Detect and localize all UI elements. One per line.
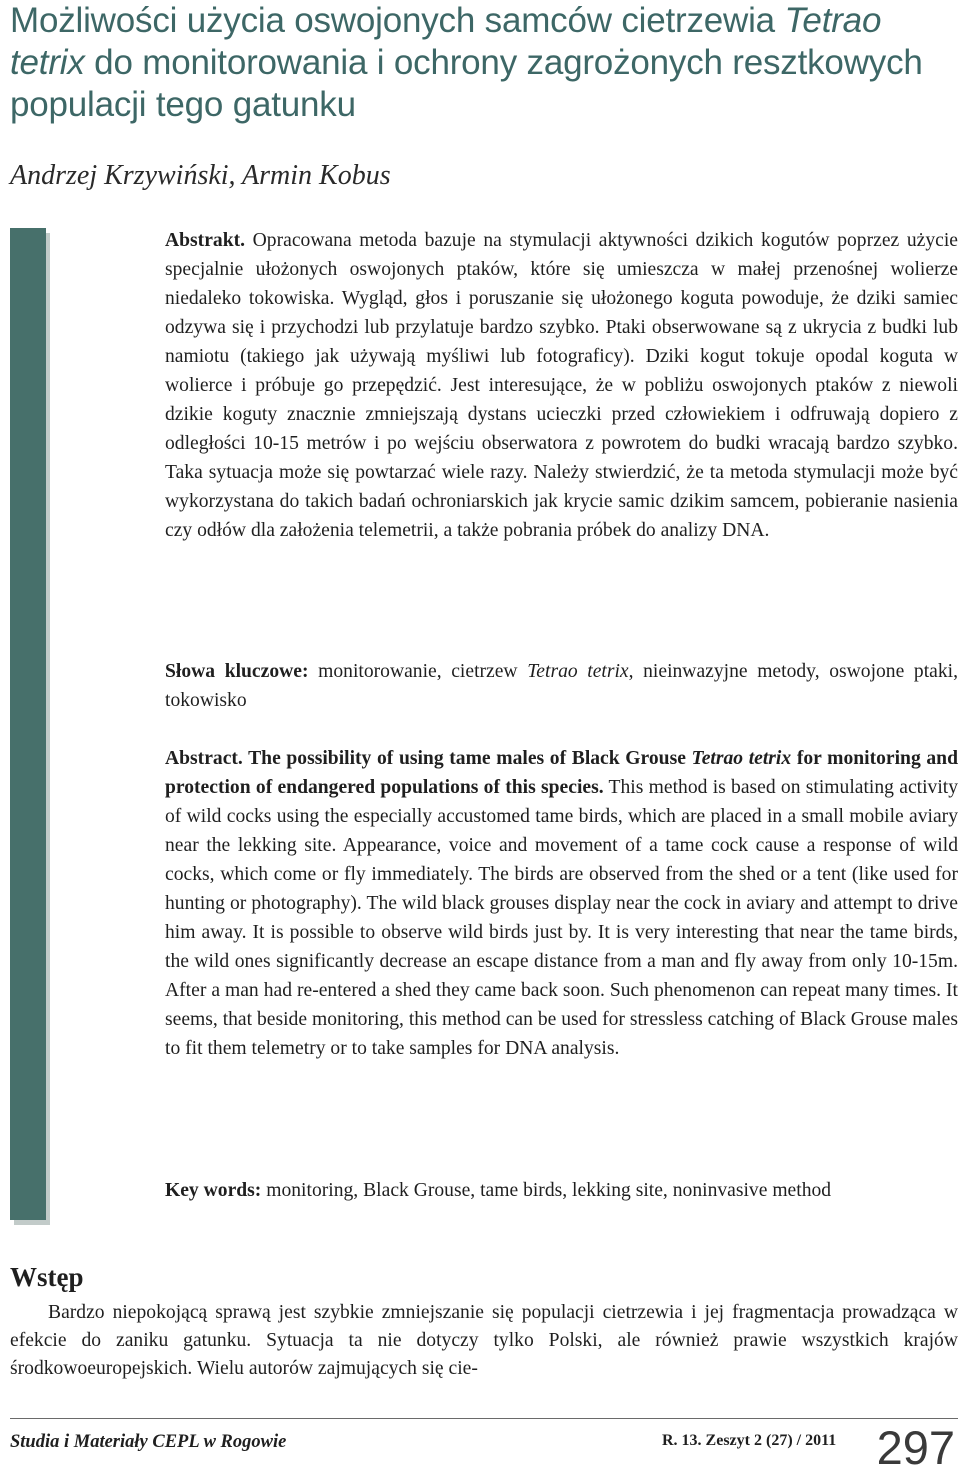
side-label xyxy=(10,0,46,460)
abstract-en-text: This method is based on stimulating activity of wild cocks using the especially accustomed tame birds, which are placed in a small mobile aviary near the lekking site. Appearance, voice and movement of a tame cock cause a response of wild cocks, which come or fly immediately. The birds are observed from the shed or a tent (like used for hunting or photography). The wild black grouses display near the cock in aviary and attempt to drive him away. It is possible to observe wild birds just by. It is very interesting that near the tame birds, the wild ones significantly decrease an escape distance from a man and fly away from only 10-15m. After a man had re-entered a shed they came back soon. Such phenomenon can repeat many times. It seems, that beside monitoring, this method can be used for stressless catching of Black Grouse males to fit them telemetry or to take samples for DNA analysis. xyxy=(165,777,959,1059)
keywords-en-text: monitoring, Black Grouse, tame birds, lekking site, noninvasive method xyxy=(261,1180,832,1201)
abstract-en-title-species: Tetrao tetrix xyxy=(691,748,792,769)
abstract-en-label: Abstract. xyxy=(165,748,243,769)
article-title xyxy=(10,0,950,126)
journal-volume: R. 13. Zeszyt 2 (27) / 2011 xyxy=(662,1432,837,1449)
abstract-pl-text: Opracowana metoda bazuje na stymulacji aktywności dzikich kogutów poprzez użycie specjalnie ułożonych oswojonych ptaków, które się umieszcza w małej przenośnej wolierze niedaleko tokowiska. Wygląd, głos i poruszanie się ułożonego koguta powoduje, że dziki samiec odzywa się i przychodzi lub przylatuje bardzo szybko. Ptaki obserwowane są z ukrycia z budki lub namiotu (takiego jak używają myśliwi lub fotograficy). Dziki kogut tokuje opodal koguta w wolierce i próbuje go przepędzić. Jest interesujące, że w pobliżu oswojonych ptaków z niewoli dzikie koguty znacznie zmniejszają dystans ucieczki przed człowiekiem i odfruwają dopiero z odległości 10-15 metrów i po wejściu obserwatora z powrotem do budki wracają bardzo szybko. Taka sytuacja może się powtarzać wiele razy. Należy stwierdzić, że ta metoda stymulacji może być wykorzystana do takich badań ochroniarskich jak krycie samic dzikim samcem, pobieranie nasienia czy odłów dla założenia telemetrii, a także pobrania próbek do analizy DNA. xyxy=(165,230,958,541)
section-paragraph: Bardzo niepokojącą sprawą jest szybkie zmniejszanie się populacji cietrzewia i jej fragmentacja prowadząca w efekcie do zaniku gatunku. Sytuacja ta nie dotyczy tylko Polski, ale również prawie wszystkich krajów środkowoeuropejskich. Wielu autorów zajmujących się cie- xyxy=(10,1302,958,1379)
footer-divider xyxy=(10,1418,958,1419)
section-side-band xyxy=(10,228,46,1220)
keywords-polish xyxy=(165,657,958,715)
keywords-english xyxy=(165,1176,958,1205)
keywords-pl-text-post: , nieinwazyjne metody, oswojone ptaki, tokowisko xyxy=(165,661,958,711)
keywords-pl-species: Tetrao tetrix xyxy=(527,661,629,682)
title-text-post: do monitorowania i ochrony zagrożonych resztkowych populacji tego gatunku xyxy=(10,43,923,124)
keywords-pl-text-pre: monitorowanie, cietrzew xyxy=(308,661,528,682)
page-number: 297 xyxy=(876,1421,955,1474)
abstract-en-title-post: for monitoring and protection of endangered populations of this species. xyxy=(165,748,958,798)
abstract-en-title-pre: The possibility of using tame males of Black Grouse xyxy=(242,748,692,769)
authors: Andrzej Krzywiński, Armin Kobus xyxy=(10,160,391,191)
title-text-pre: Możliwości użycia oswojonych samców cietrzewia xyxy=(10,1,785,40)
title-species: Tetrao tetrix xyxy=(10,1,882,82)
keywords-en-label: Key words: xyxy=(165,1180,262,1201)
abstract-english xyxy=(165,744,958,1063)
section-heading: Wstęp xyxy=(10,1262,84,1292)
journal-name: Studia i Materiały CEPL w Rogowie xyxy=(10,1432,287,1452)
abstract-pl-label: Abstrakt. xyxy=(165,230,246,251)
keywords-pl-label: Słowa kluczowe: xyxy=(165,661,309,682)
abstract-polish xyxy=(165,226,958,545)
